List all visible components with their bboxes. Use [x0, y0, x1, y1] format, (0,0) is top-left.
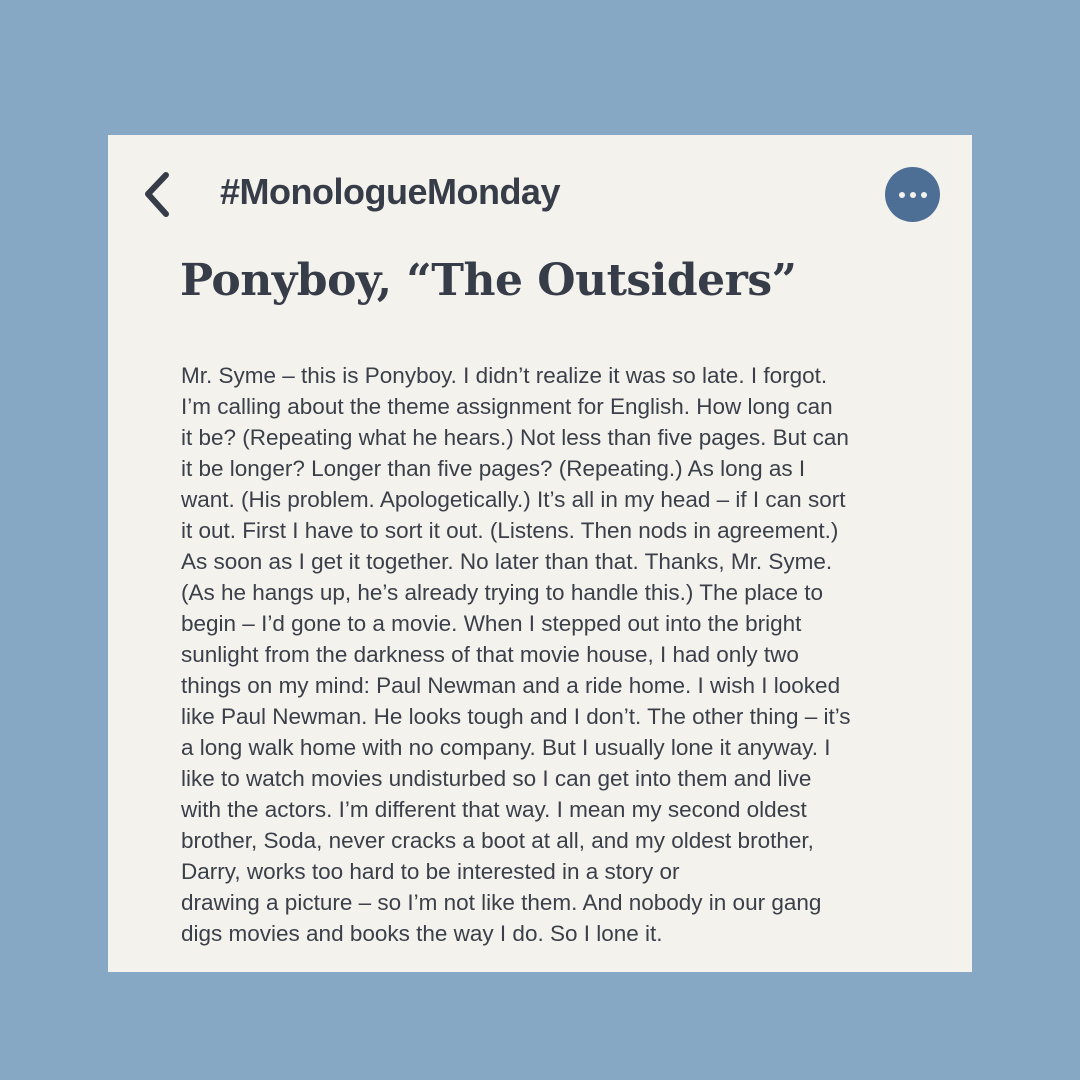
monologue-line: sunlight from the darkness of that movie house, I had only two [181, 642, 799, 667]
monologue-line: drawing a picture – so I’m not like them. And nobody in our gang [181, 890, 822, 915]
dot-icon [910, 192, 916, 198]
page-title: Ponyboy, “The Outsiders” [180, 255, 797, 306]
monologue-line: it out. First I have to sort it out. (Listens. Then nods in agreement.) [181, 518, 839, 543]
monologue-line: it be? (Repeating what he hears.) Not less than five pages. But can [181, 425, 849, 450]
monologue-line: want. (His problem. Apologetically.) It’s all in my head – if I can sort [181, 487, 846, 512]
back-button[interactable] [138, 170, 178, 220]
monologue-line: Darry, works too hard to be interested in a story or [181, 859, 680, 884]
monologue-line: things on my mind: Paul Newman and a ride home. I wish I looked [181, 673, 841, 698]
monologue-line: like Paul Newman. He looks tough and I don’t. The other thing – it’s [181, 704, 851, 729]
monologue-text [181, 360, 851, 949]
monologue-line: I’m calling about the theme assignment for English. How long can [181, 394, 833, 419]
post-card [108, 135, 972, 972]
monologue-line: digs movies and books the way I do. So I lone it. [181, 921, 663, 946]
monologue-line: a long walk home with no company. But I usually lone it anyway. I [181, 735, 831, 760]
monologue-line: brother, Soda, never cracks a boot at all, and my oldest brother, [181, 828, 814, 853]
dot-icon [921, 192, 927, 198]
monologue-line: with the actors. I’m different that way. I mean my second oldest [181, 797, 807, 822]
monologue-line: like to watch movies undisturbed so I can get into them and live [181, 766, 812, 791]
monologue-line: As soon as I get it together. No later than that. Thanks, Mr. Syme. [181, 549, 833, 574]
chevron-left-icon [138, 170, 178, 220]
dot-icon [899, 192, 905, 198]
hashtag-heading: #MonologueMonday [220, 171, 560, 212]
monologue-line: it be longer? Longer than five pages? (Repeating.) As long as I [181, 456, 806, 481]
monologue-line: begin – I’d gone to a movie. When I stepped out into the bright [181, 611, 802, 636]
monologue-line: Mr. Syme – this is Ponyboy. I didn’t realize it was so late. I forgot. [181, 363, 828, 388]
more-options-button[interactable] [885, 167, 940, 222]
monologue-line: (As he hangs up, he’s already trying to handle this.) The place to [181, 580, 824, 605]
